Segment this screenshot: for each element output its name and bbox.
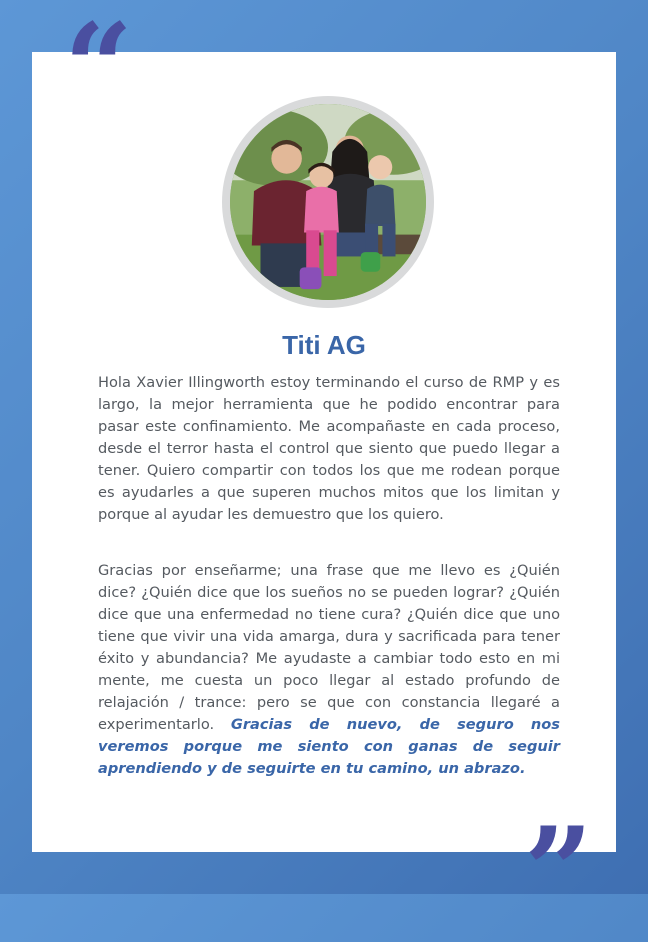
open-quote-icon: “ xyxy=(64,0,134,138)
avatar xyxy=(222,96,434,308)
testimonial-closing-emphasis: Gracias de nuevo, de seguro nos veremos porque me siento con ganas de seguir aprendiendo y de seguirte en tu camino, un abrazo. xyxy=(98,716,560,777)
family-photo-icon xyxy=(230,104,426,300)
reviewer-name: Titi AG xyxy=(282,330,366,360)
close-quote-icon: ” xyxy=(524,801,594,942)
testimonial-paragraph-2 xyxy=(98,560,560,780)
testimonial-paragraph-1: Hola Xavier Illingworth estoy terminando el curso de RMP y es largo, la mejor herramienta que he podido encontrar para pasar este confinamiento. Me acompañaste en cada proceso, desde el terror hasta el control que siento que puedo llegar a tener. Quiero compartir con todos los que me rodean porque es ayudarles a que superen muchos mitos que los limitan y porque al ayudar les demuestro que los quiero. xyxy=(98,374,560,523)
testimonial-paragraph-2-text: Gracias por enseñarme; una frase que me llevo es ¿Quién dice? ¿Quién dice que los sueños no se pueden lograr? ¿Quién dice que una enfermedad no tiene cura? ¿Quién dice que uno tiene que vivir una vida amarga, dura y sacrificada para tener éxito y abundancia? Me ayudaste a cambiar todo esto en mi mente, me cuesta un poco llegar al estado profundo de relajación / trance: pero se que con constancia llegaré a experimentarlo. xyxy=(98,562,560,733)
